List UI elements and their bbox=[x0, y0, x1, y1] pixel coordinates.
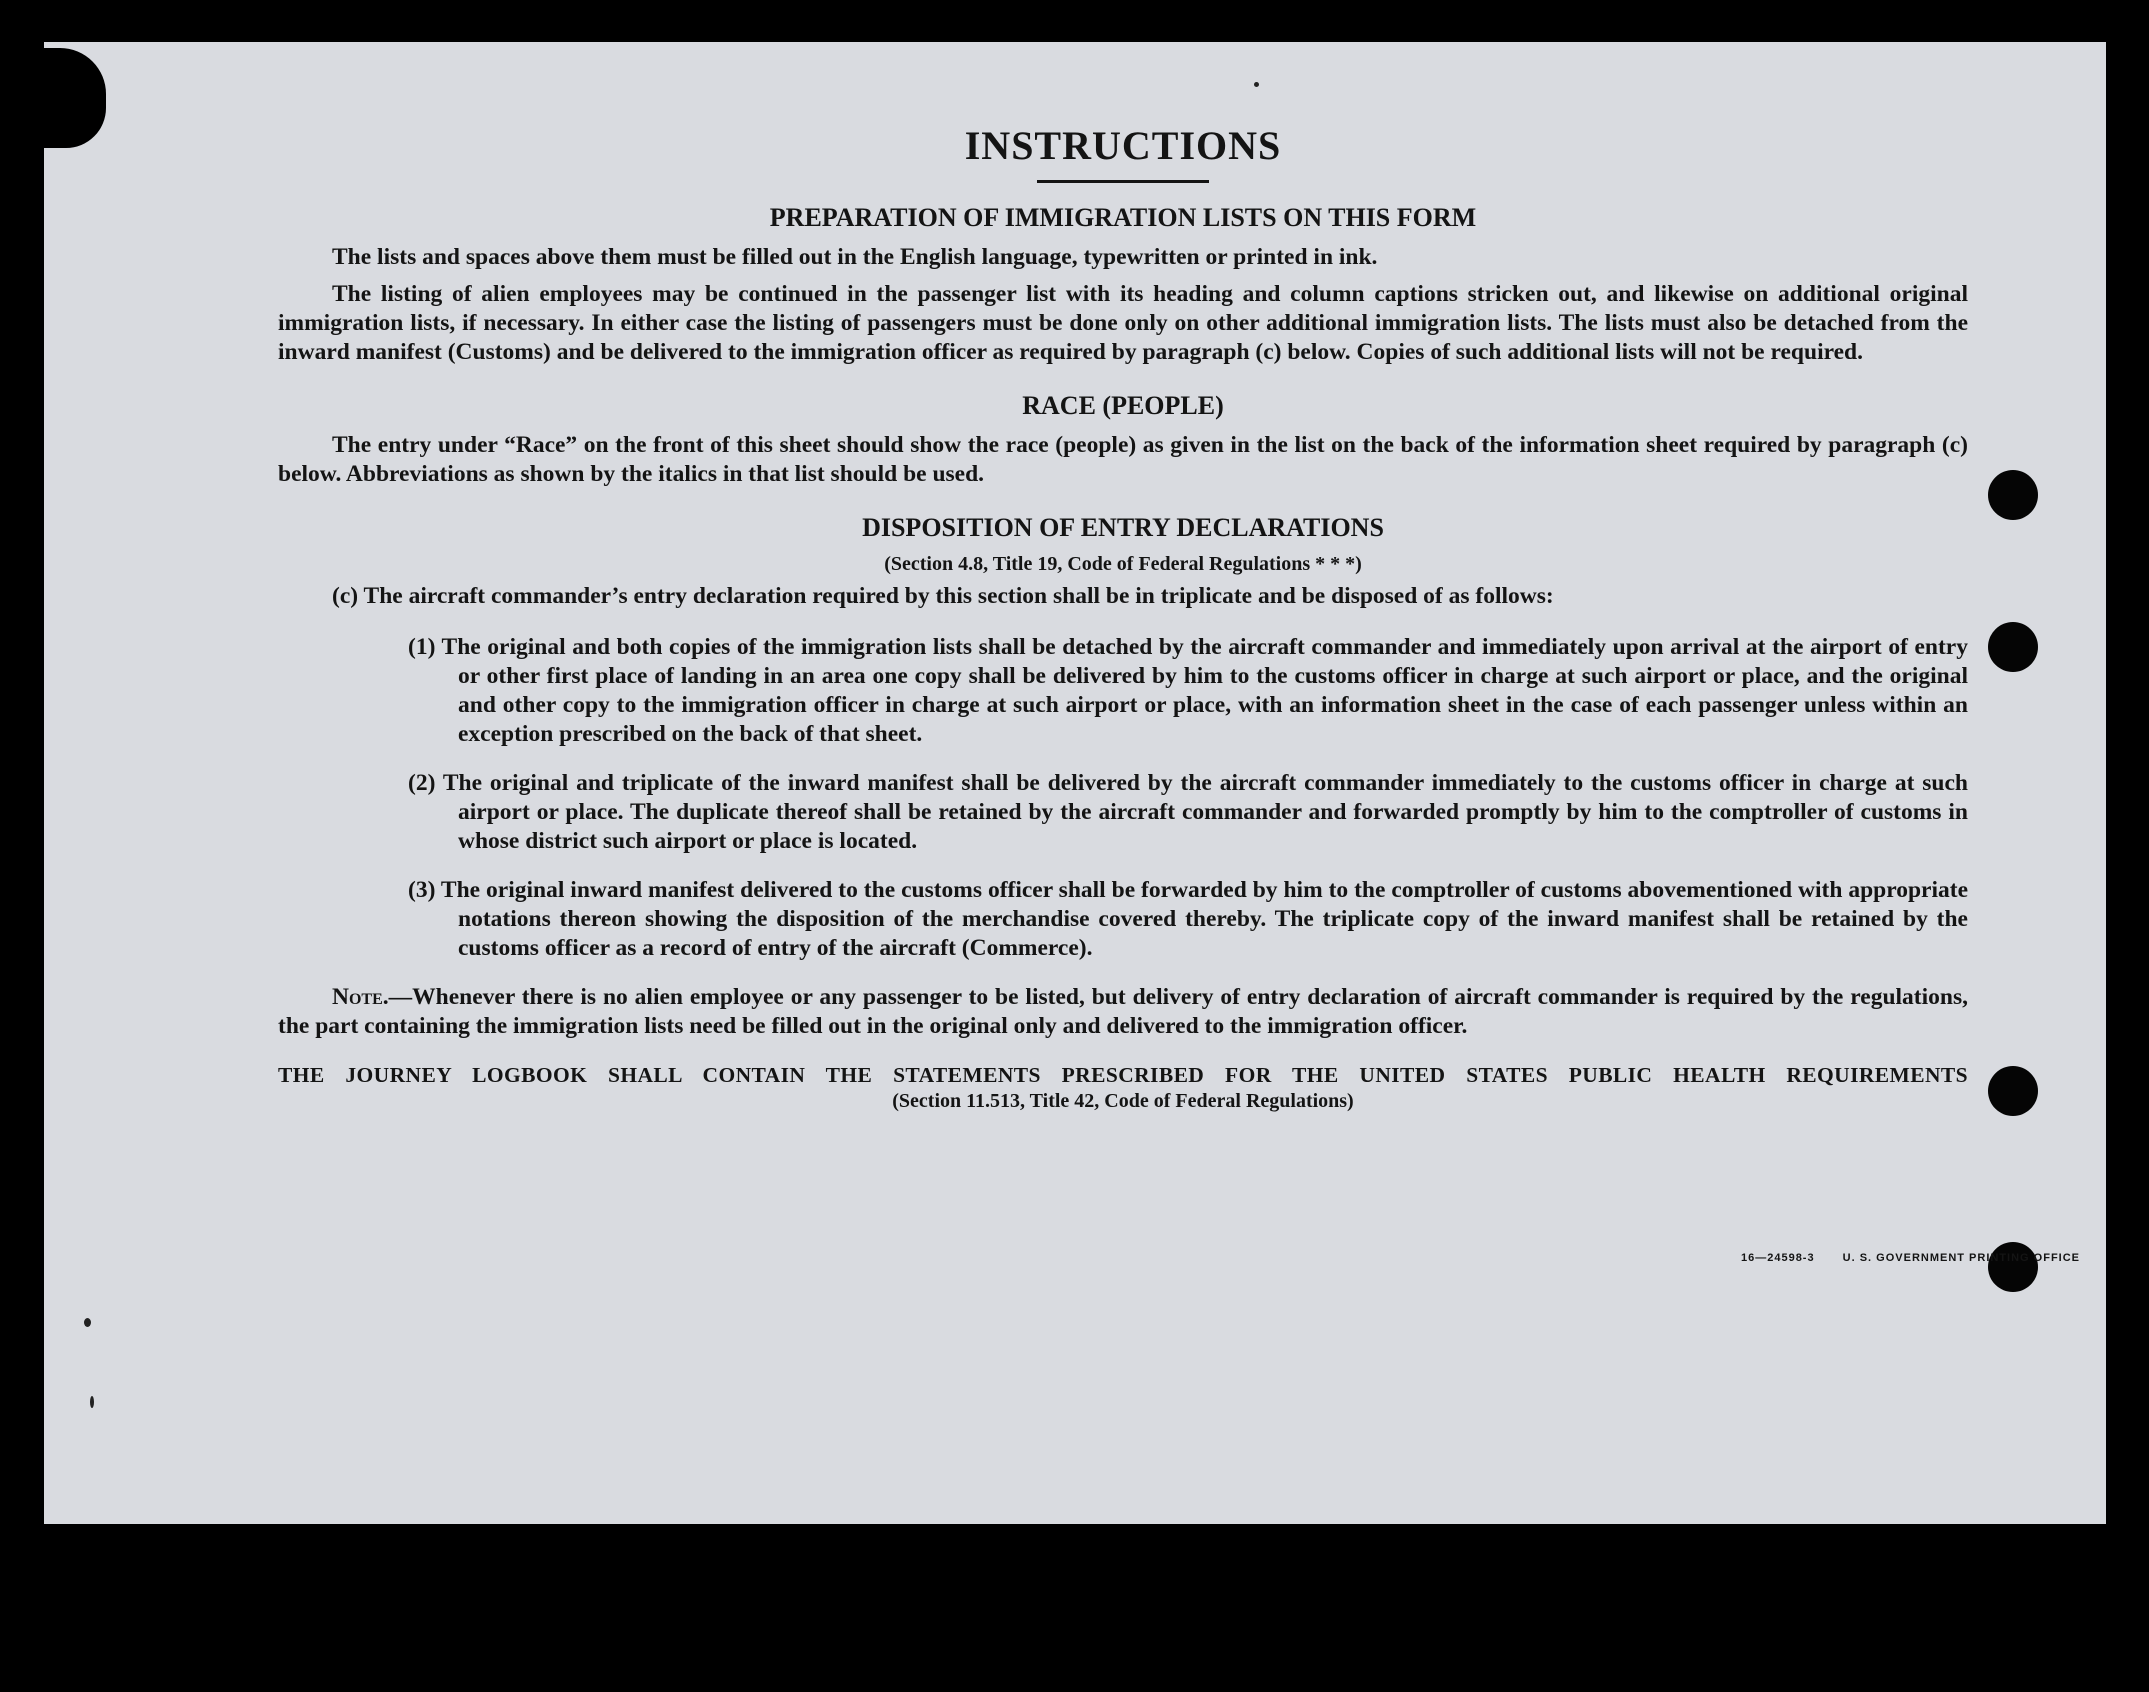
punch-hole bbox=[1988, 622, 2038, 672]
paper-sheet bbox=[44, 42, 2106, 1524]
health-statement: THE JOURNEY LOGBOOK SHALL CONTAIN THE STATEMENTS PRESCRIBED FOR THE UNITED STATES PUBLIC HEALTH REQUIREMENTS bbox=[278, 1062, 1968, 1087]
printer-name: U. S. GOVERNMENT PRINTING OFFICE bbox=[1842, 1252, 2080, 1264]
dust-speck bbox=[1254, 82, 1259, 87]
punch-hole bbox=[1988, 1066, 2038, 1116]
punch-hole bbox=[1988, 1242, 2038, 1292]
dust-speck bbox=[90, 1396, 94, 1408]
preparation-heading: PREPARATION OF IMMIGRATION LISTS ON THIS FORM bbox=[769, 203, 1477, 232]
race-heading: RACE (PEOPLE) bbox=[1022, 390, 1224, 420]
health-citation: (Section 11.513, Title 42, Code of Federal Regulations) bbox=[892, 1089, 1354, 1112]
page-title: INSTRUCTIONS bbox=[964, 123, 1282, 168]
disposition-citation: (Section 4.8, Title 19, Code of Federal Regulations * * *) bbox=[884, 552, 1362, 575]
preparation-paragraph: The lists and spaces above them must be filled out in the English language, typewritten or printed in ink. bbox=[332, 243, 1378, 270]
printer-imprint bbox=[1741, 1252, 2080, 1264]
dust-speck bbox=[84, 1318, 91, 1327]
instructions-content bbox=[278, 124, 1968, 1113]
form-number: 16—24598-3 bbox=[1740, 1252, 1815, 1264]
disposition-item: (1) The original and both copies of the immigration lists shall be detached by the aircraft commander and immediately upon arrival at the airport of entry or other first place of landing in an area one copy shall be delivered by him to the customs officer in charge at such airport or place, and the original and other copy to the immigration officer in charge at such airport or place, with an information sheet in the case of each passenger unless within an exception prescribed on the back of that sheet. bbox=[408, 633, 1968, 747]
note-label: Note. bbox=[332, 983, 389, 1010]
disposition-intro: (c) The aircraft commander’s entry declaration required by this section shall be in triplicate and be disposed of as follows: bbox=[332, 582, 1554, 609]
race-paragraph: The entry under “Race” on the front of this sheet should show the race (people) as given in the list on the back of the information sheet required by paragraph (c) below. Abbreviations as shown by the italics in that list should be used. bbox=[278, 431, 1968, 487]
punch-hole bbox=[1988, 470, 2038, 520]
note-text: —Whenever there is no alien employee or any passenger to be listed, but delivery of entry declaration of aircraft commander is required by the regulations, the part containing the immigration lists need be filled out in the original only and delivered to the immigration officer. bbox=[278, 983, 1968, 1039]
disposition-item: (2) The original and triplicate of the inward manifest shall be delivered by the aircraft commander immediately to the customs officer in charge at such airport or place. The duplicate thereof shall be retained by the aircraft commander and forwarded promptly by him to the comptroller of customs in whose district such airport or place is located. bbox=[408, 769, 1968, 854]
preparation-paragraph: The listing of alien employees may be continued in the passenger list with its heading and column captions stricken out, and likewise on additional original immigration lists, if necessary. In either case the listing of passengers must be done only on other additional immigration lists. The lists must also be detached from the inward manifest (Customs) and be delivered to the immigration officer as required by paragraph (c) below. Copies of such additional lists will not be required. bbox=[278, 280, 1968, 365]
title-underline bbox=[1037, 180, 1209, 183]
disposition-item: (3) The original inward manifest delivered to the customs officer shall be forwarded by him to the comptroller of customs abovementioned with appropriate notations thereon showing the disposition of the merchandise covered thereby. The triplicate copy of the inward manifest shall be retained by the customs officer as a record of entry of the aircraft (Commerce). bbox=[408, 876, 1968, 961]
disposition-heading: DISPOSITION OF ENTRY DECLARATIONS bbox=[862, 512, 1384, 542]
note-paragraph bbox=[278, 983, 1968, 1041]
